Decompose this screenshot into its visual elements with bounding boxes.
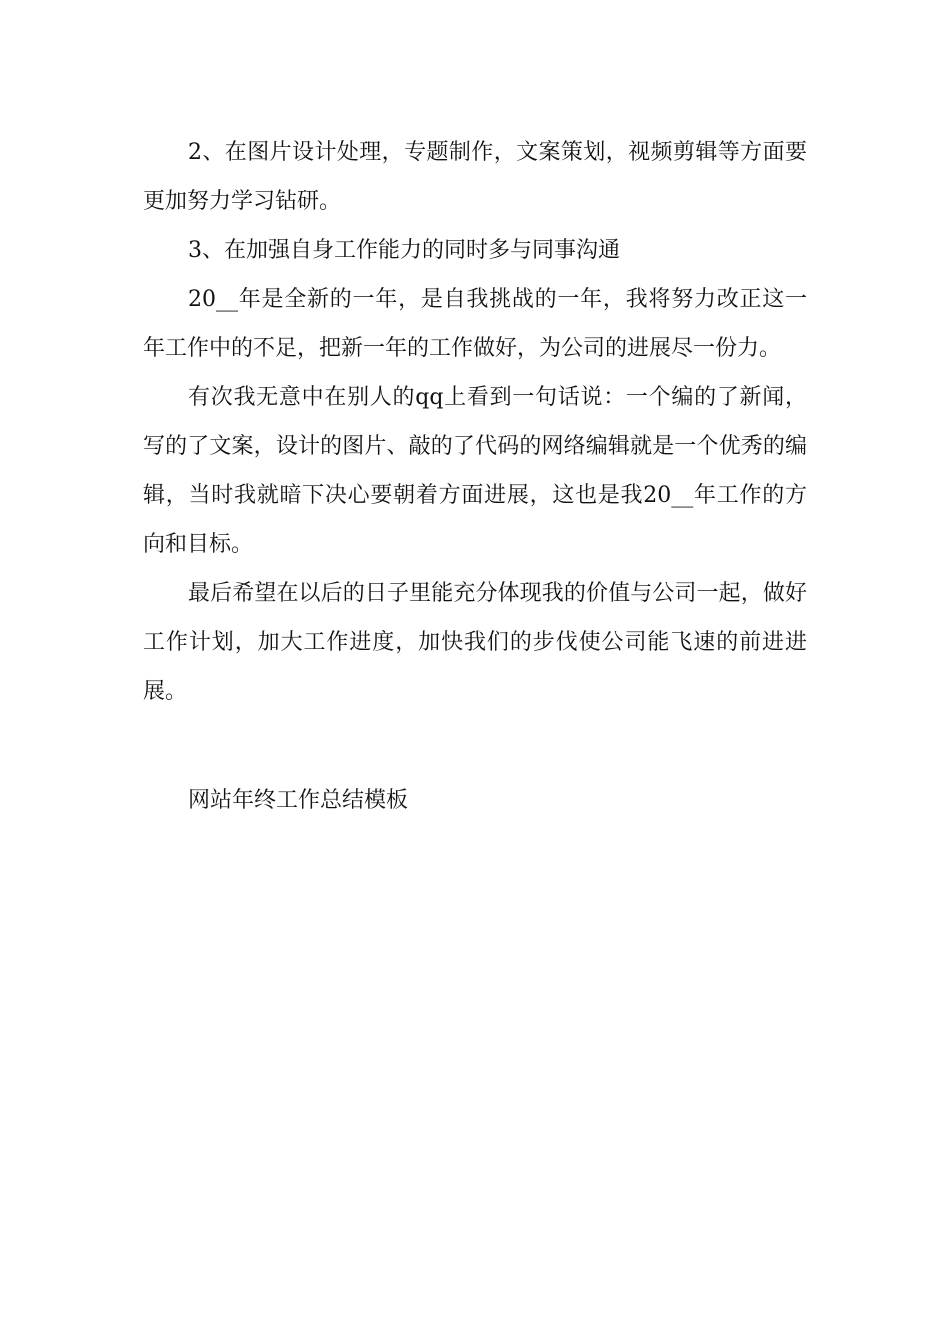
document-body [143,128,807,716]
paragraph-closing: 最后希望在以后的日子里能充分体现我的价值与公司一起，做好工作计划，加大工作进度，加快我们的步伐使公司能飞速的前进进展。 [143,581,807,704]
paragraph-goal: 有次我无意中在别人的qq上看到一句话说：一个编的了新闻，写的了文案，设计的图片、敲的了代码的网络编辑就是一个优秀的编辑，当时我就暗下决心要朝着方面进展，这也是我20__年工作的方向和目标。 [143,385,807,557]
paragraph-new-year: 20__年是全新的一年，是自我挑战的一年，我将努力改正这一年工作中的不足，把新一年的工作做好，为公司的进展尽一份力。 [143,287,807,361]
paragraph-study-skills: 2、在图片设计处理，专题制作，文案策划，视频剪辑等方面要更加努力学习钻研。 [143,140,807,214]
template-title: 网站年终工作总结模板 [188,788,409,813]
paragraph-communication: 3、在加强自身工作能力的同时多与同事沟通 [188,238,620,263]
